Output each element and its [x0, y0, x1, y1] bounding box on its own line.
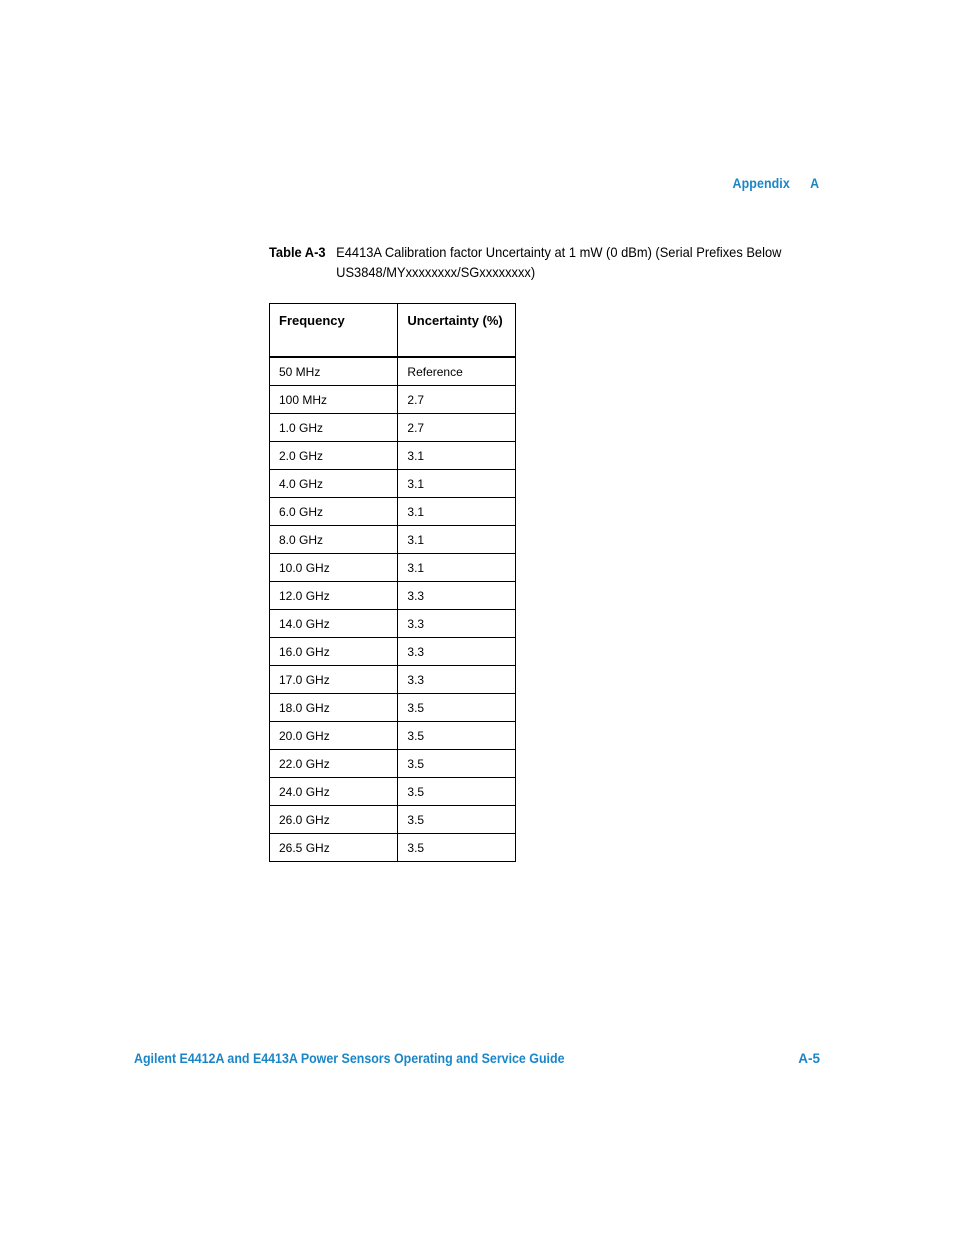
table-label: Table A-3 — [269, 244, 326, 260]
frequency-cell: 26.5 GHz — [270, 834, 398, 862]
table-row — [270, 357, 516, 386]
table-row — [270, 750, 516, 778]
footer-title: Agilent E4412A and E4413A Power Sensors Operating and Service Guide — [134, 1051, 565, 1066]
table-row — [270, 778, 516, 806]
table-body — [270, 357, 516, 862]
frequency-cell: 17.0 GHz — [270, 666, 398, 694]
table-row — [270, 386, 516, 414]
table-row — [270, 582, 516, 610]
table-row — [270, 442, 516, 470]
uncertainty-cell: 3.3 — [398, 638, 516, 666]
table-row — [270, 526, 516, 554]
uncertainty-cell: 3.5 — [398, 722, 516, 750]
uncertainty-cell: 3.5 — [398, 778, 516, 806]
uncertainty-cell: 3.5 — [398, 750, 516, 778]
running-header — [732, 176, 819, 191]
frequency-cell: 4.0 GHz — [270, 470, 398, 498]
uncertainty-cell: Reference — [398, 357, 516, 386]
calibration-uncertainty-table — [269, 303, 516, 862]
table-row — [270, 414, 516, 442]
uncertainty-cell: 3.3 — [398, 610, 516, 638]
frequency-cell: 100 MHz — [270, 386, 398, 414]
table-row — [270, 694, 516, 722]
frequency-cell: 26.0 GHz — [270, 806, 398, 834]
uncertainty-cell: 3.3 — [398, 666, 516, 694]
uncertainty-cell: 3.3 — [398, 582, 516, 610]
table-row — [270, 498, 516, 526]
frequency-cell: 50 MHz — [270, 357, 398, 386]
uncertainty-cell: 2.7 — [398, 386, 516, 414]
uncertainty-cell: 3.5 — [398, 694, 516, 722]
frequency-cell: 12.0 GHz — [270, 582, 398, 610]
table-row — [270, 722, 516, 750]
table-row — [270, 666, 516, 694]
frequency-cell: 24.0 GHz — [270, 778, 398, 806]
uncertainty-cell: 3.1 — [398, 498, 516, 526]
table-row — [270, 610, 516, 638]
uncertainty-cell: 3.5 — [398, 806, 516, 834]
frequency-cell: 22.0 GHz — [270, 750, 398, 778]
frequency-cell: 2.0 GHz — [270, 442, 398, 470]
table-row — [270, 554, 516, 582]
table-row — [270, 638, 516, 666]
frequency-cell: 20.0 GHz — [270, 722, 398, 750]
header-letter: A — [809, 176, 819, 191]
header-section: Appendix — [732, 176, 790, 191]
uncertainty-cell: 3.5 — [398, 834, 516, 862]
column-header-frequency: Frequency — [270, 304, 398, 358]
frequency-cell: 1.0 GHz — [270, 414, 398, 442]
table-row — [270, 834, 516, 862]
frequency-cell: 16.0 GHz — [270, 638, 398, 666]
table-row — [270, 470, 516, 498]
frequency-cell: 14.0 GHz — [270, 610, 398, 638]
frequency-cell: 10.0 GHz — [270, 554, 398, 582]
table-row — [270, 806, 516, 834]
table-caption — [269, 242, 784, 282]
column-header-uncertainty: Uncertainty (%) — [398, 304, 516, 358]
page-number: A-5 — [798, 1051, 820, 1066]
table-caption-text: E4413A Calibration factor Uncertainty at 1 mW (0 dBm) (Serial Prefixes Below US3848/MYxxxxxxxx/SGxxxxxxxx) — [336, 244, 782, 280]
uncertainty-cell: 3.1 — [398, 442, 516, 470]
frequency-cell: 18.0 GHz — [270, 694, 398, 722]
frequency-cell: 8.0 GHz — [270, 526, 398, 554]
uncertainty-cell: 3.1 — [398, 554, 516, 582]
uncertainty-cell: 2.7 — [398, 414, 516, 442]
frequency-cell: 6.0 GHz — [270, 498, 398, 526]
uncertainty-cell: 3.1 — [398, 526, 516, 554]
table-header-row — [270, 304, 516, 358]
uncertainty-cell: 3.1 — [398, 470, 516, 498]
